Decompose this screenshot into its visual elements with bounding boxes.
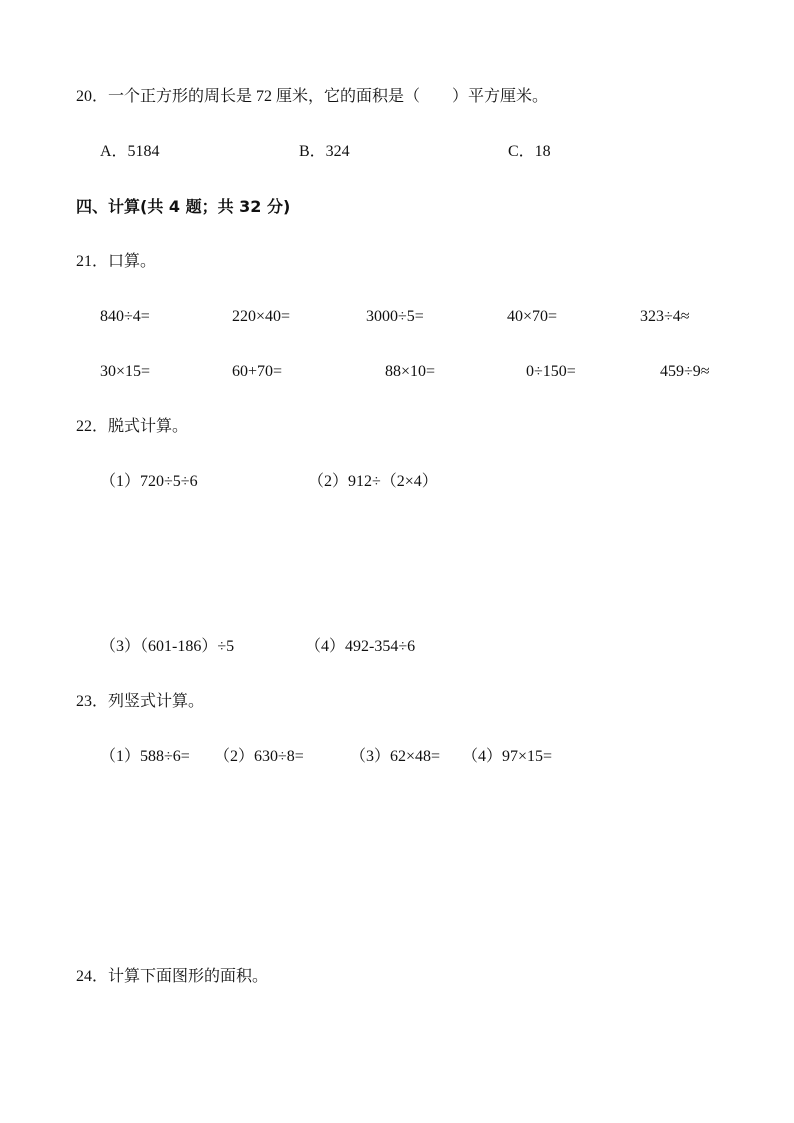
question-20-option-c: C．18	[508, 143, 551, 160]
section-heading: 四、计算(共 4 题；共 32 分)	[76, 197, 291, 216]
oral-calc-item: 3000÷5=	[366, 308, 424, 325]
oral-calc-item: 40×70=	[507, 308, 558, 325]
vertical-calc-item: （2）630÷8=	[214, 748, 304, 765]
step-calc-item: （1）720÷5÷6	[100, 473, 198, 490]
question-21-title: 21．口算。	[76, 253, 157, 270]
question-24-title: 24．计算下面图形的面积。	[76, 968, 269, 985]
question-20-text: 20．一个正方形的周长是 72 厘米，它的面积是（ ）平方厘米。	[76, 88, 549, 105]
vertical-calc-item: （4）97×15=	[462, 748, 553, 765]
question-20-option-b: B．324	[299, 143, 350, 160]
oral-calc-item: 323÷4≈	[640, 308, 690, 325]
vertical-calc-item: （3）62×48=	[350, 748, 441, 765]
oral-calc-item: 220×40=	[232, 308, 291, 325]
step-calc-item: （2）912÷（2×4）	[308, 473, 438, 490]
oral-calc-item: 30×15=	[100, 363, 151, 380]
oral-calc-item: 459÷9≈	[660, 363, 710, 380]
oral-calc-item: 88×10=	[385, 363, 436, 380]
vertical-calc-item: （1）588÷6=	[100, 748, 190, 765]
question-22-title: 22．脱式计算。	[76, 418, 189, 435]
step-calc-item: （3）（601-186）÷5	[100, 638, 235, 655]
step-calc-item: （4）492-354÷6	[305, 638, 416, 655]
question-23-title: 23．列竖式计算。	[76, 693, 205, 710]
oral-calc-item: 0÷150=	[526, 363, 576, 380]
oral-calc-item: 60+70=	[232, 363, 283, 380]
oral-calc-item: 840÷4=	[100, 308, 150, 325]
question-20-option-a: A．5184	[100, 143, 160, 160]
